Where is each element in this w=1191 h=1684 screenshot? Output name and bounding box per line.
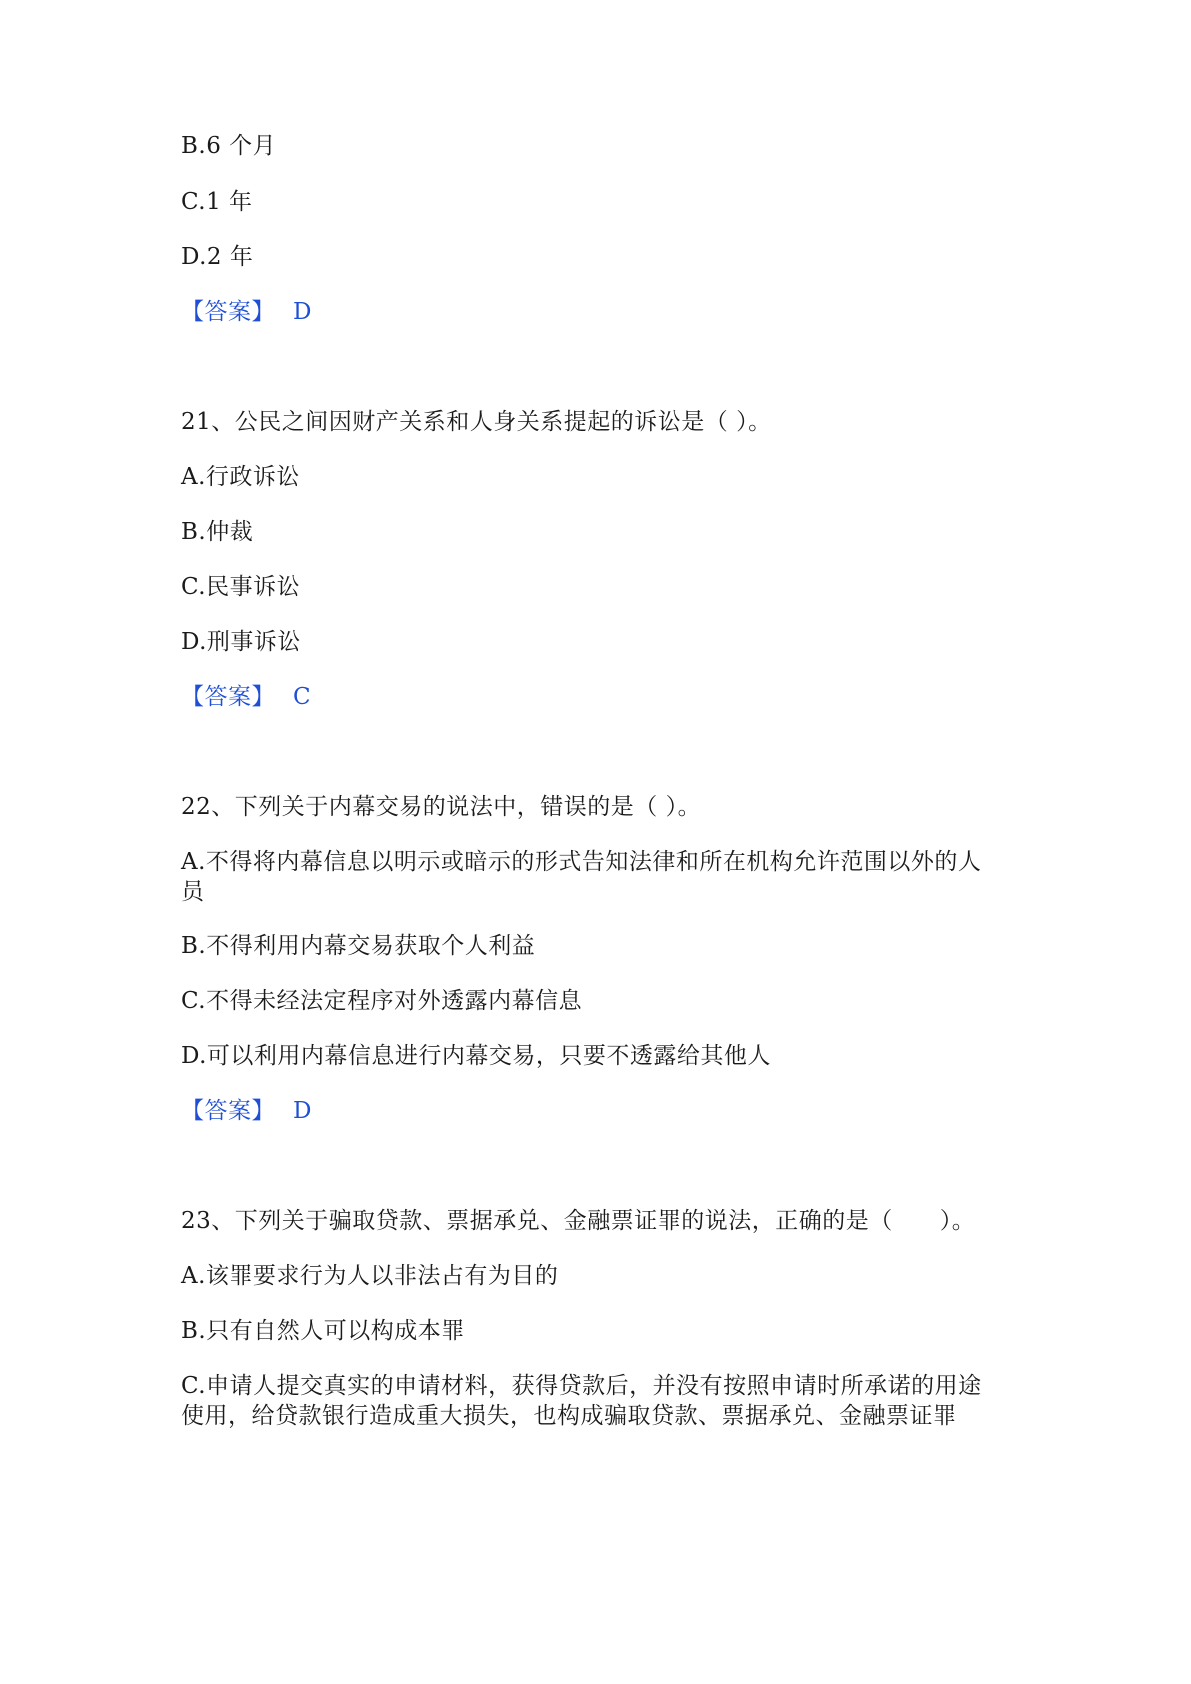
q20-option-d: D.2 年 <box>181 244 254 270</box>
answer-label: 【答案】 <box>181 684 275 710</box>
q21-option-c: C.民事诉讼 <box>181 574 301 600</box>
answer-value: C <box>293 684 312 710</box>
q22-option-a-line2: 员 <box>181 879 205 905</box>
q22-option-b: B.不得利用内幕交易获取个人利益 <box>181 933 536 959</box>
answer-value: D <box>293 1098 312 1124</box>
q23-option-b: B.只有自然人可以构成本罪 <box>181 1318 465 1344</box>
q22-option-a-line1: A.不得将内幕信息以明示或暗示的形式告知法律和所在机构允许范围以外的人 <box>181 849 982 875</box>
q22-option-c: C.不得未经法定程序对外透露内幕信息 <box>181 988 583 1014</box>
q21-answer <box>181 682 311 713</box>
q23-stem: 23、下列关于骗取贷款、票据承兑、金融票证罪的说法，正确的是（ ）。 <box>181 1208 976 1234</box>
q22-stem: 22、下列关于内幕交易的说法中，错误的是（ ）。 <box>181 794 702 820</box>
q23-option-a: A.该罪要求行为人以非法占有为目的 <box>181 1263 559 1289</box>
answer-label: 【答案】 <box>181 1098 275 1124</box>
q23-option-c-line2: 使用，给贷款银行造成重大损失，也构成骗取贷款、票据承兑、金融票证罪 <box>181 1403 957 1429</box>
q21-option-a: A.行政诉讼 <box>181 464 300 490</box>
q21-option-d: D.刑事诉讼 <box>181 629 301 655</box>
q21-option-b: B.仲裁 <box>181 519 254 545</box>
q22-answer <box>181 1096 312 1127</box>
q23-option-c-line1: C.申请人提交真实的申请材料，获得贷款后，并没有按照申请时所承诺的用途 <box>181 1373 982 1399</box>
q20-answer <box>181 297 312 328</box>
answer-label: 【答案】 <box>181 299 275 325</box>
answer-value: D <box>293 299 312 325</box>
q20-option-c: C.1 年 <box>181 189 253 215</box>
q20-option-b: B.6 个月 <box>181 133 277 159</box>
q21-stem: 21、公民之间因财产关系和人身关系提起的诉讼是（ ）。 <box>181 409 772 435</box>
q22-option-d: D.可以利用内幕信息进行内幕交易，只要不透露给其他人 <box>181 1043 771 1069</box>
